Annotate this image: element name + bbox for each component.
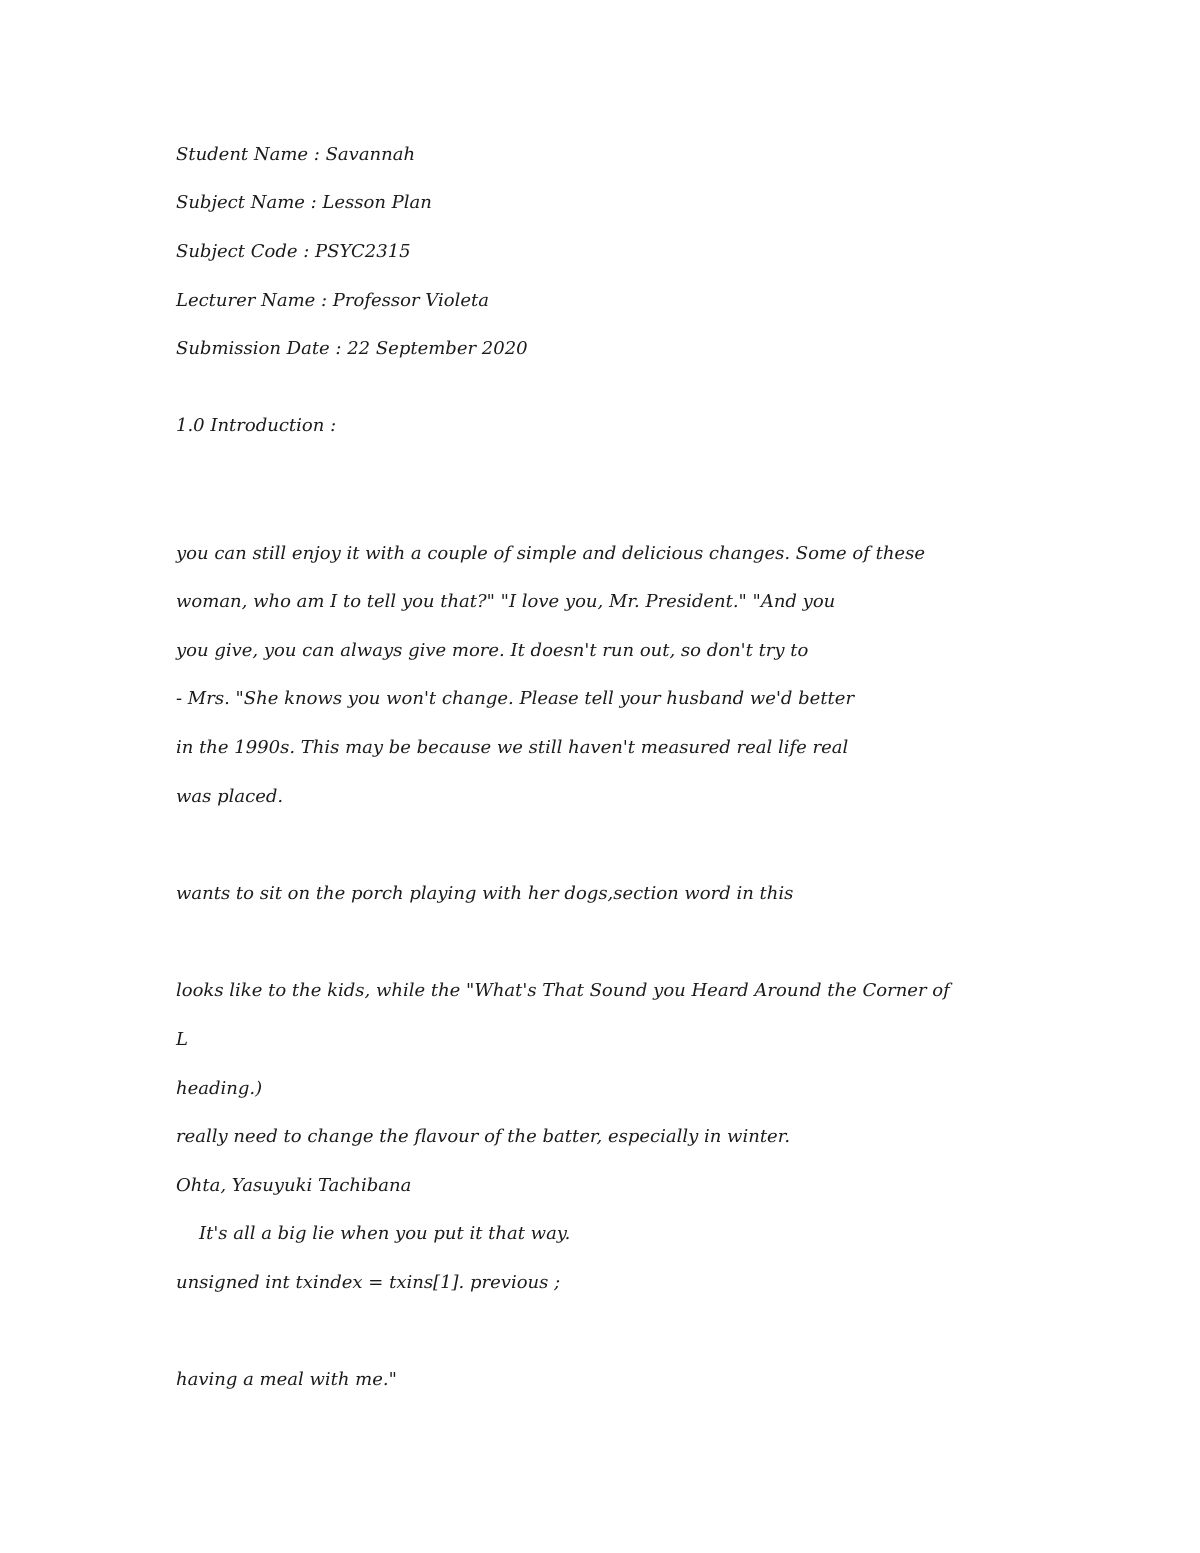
body-line: heading.) bbox=[176, 1078, 263, 1099]
body-line: wants to sit on the porch playing with her dogs,section word in this bbox=[176, 883, 794, 904]
body-line: L bbox=[176, 1029, 188, 1050]
body-line: - Mrs. "She knows you won't change. Please tell your husband we'd better bbox=[176, 688, 855, 709]
body-line: looks like to the kids, while the "What's That Sound you Heard Around the Corner of bbox=[176, 980, 950, 1001]
body-line: woman, who am I to tell you that?" "I love you, Mr. President." "And you bbox=[176, 591, 836, 612]
body-line: you can still enjoy it with a couple of simple and delicious changes. Some of these bbox=[176, 543, 925, 564]
body-line: was placed. bbox=[176, 786, 284, 807]
subject-code: Subject Code : PSYC2315 bbox=[176, 241, 411, 262]
section-heading: 1.0 Introduction : bbox=[176, 415, 337, 436]
body-line: Ohta, Yasuyuki Tachibana bbox=[176, 1175, 412, 1196]
student-name: Student Name : Savannah bbox=[176, 144, 416, 165]
body-line: It's all a big lie when you put it that way. bbox=[199, 1223, 571, 1244]
body-line: you give, you can always give more. It doesn't run out, so don't try to bbox=[176, 640, 809, 661]
submission-date: Submission Date : 22 September 2020 bbox=[176, 338, 528, 359]
code-line: unsigned int txindex = txins[1]. previous ; bbox=[176, 1272, 561, 1293]
body-line: having a meal with me." bbox=[176, 1369, 397, 1390]
body-line: in the 1990s. This may be because we still haven't measured real life real bbox=[176, 737, 849, 758]
body-line: really need to change the flavour of the batter, especially in winter. bbox=[176, 1126, 791, 1147]
subject-name: Subject Name : Lesson Plan bbox=[176, 192, 432, 213]
lecturer-name: Lecturer Name : Professor Violeta bbox=[176, 290, 489, 311]
